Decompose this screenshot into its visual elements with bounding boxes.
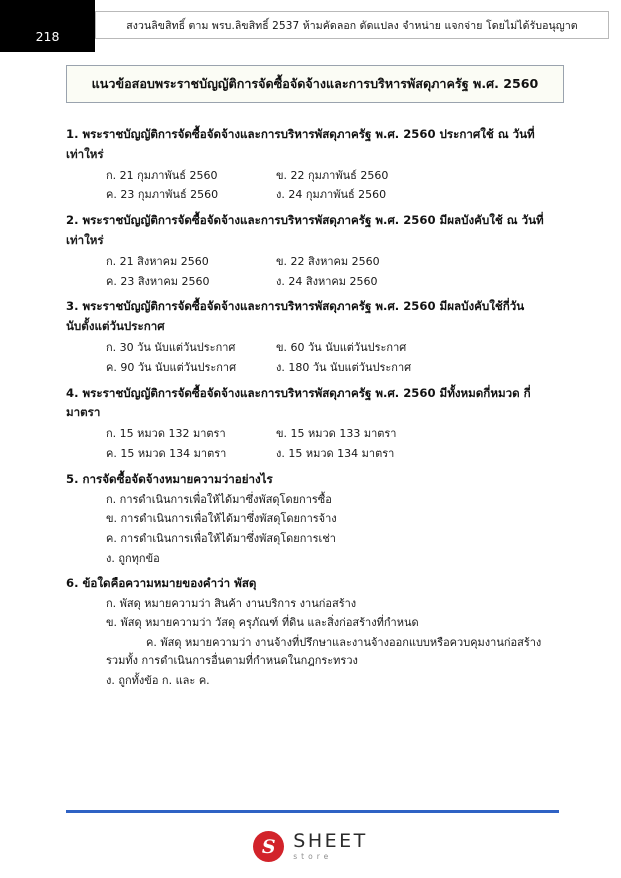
question-stem-continued: เท่าใหร่ [66,146,104,161]
question-block [66,297,559,376]
choice-option[interactable]: ก. 30 วัน นับแต่วันประกาศ [106,340,236,354]
choice-option[interactable]: ก. 15 หมวด 132 มาตรา [106,427,226,441]
logo-subtitle: store [293,852,333,862]
choice-option[interactable]: ก. พัสดุ หมายความว่า สินค้า งานบริการ งานก่อสร้าง [106,596,357,610]
question-stem: 2. พระราชบัญญัติการจัดซื้อจัดจ้างและการบริหารพัสดุภาครัฐ พ.ศ. 2560 มีผลบังคับใช้ ณ วันที่ [66,213,544,228]
choice-row [106,339,559,357]
choice-row [106,253,559,271]
choice-option[interactable]: ข. 15 หมวด 133 มาตรา [276,427,397,441]
choice-option[interactable]: ก. การดำเนินการเพื่อให้ได้มาซึ่งพัสดุโดยการซื้อ [106,492,332,506]
choice-option[interactable]: ค. 90 วัน นับแต่วันประกาศ [106,360,237,374]
choice-group [106,253,559,291]
question-stem: 5. การจัดซื้อจัดจ้างหมายความว่าอย่างไร [66,471,273,486]
choice-option[interactable]: ง. 15 หมวด 134 มาตรา [276,446,395,460]
choice-row [106,425,559,443]
choice-option[interactable]: ค. พัสดุ หมายความว่า งานจ้างที่ปรึกษาและงานจ้างออกแบบหรือควบคุมงานก่อสร้าง รวมทั้ง การดำเนินการอื่นตามที่กำหนดในกฎกระทรวง [106,636,542,667]
choice-option[interactable]: ง. 24 สิงหาคม 2560 [276,274,378,288]
choice-row [106,167,559,185]
question-block [66,125,559,204]
page-title: แนวข้อสอบพระราชบัญญัติการจัดซื้อจัดจ้างและการบริหารพัสดุภาครัฐ พ.ศ. 2560 [91,76,539,91]
copyright-bar [95,11,609,39]
exam-questions-body [66,125,559,690]
copyright-notice: สงวนลิขสิทธิ์ ตาม พรบ.ลิขสิทธิ์ 2537 ห้ามคัดลอก ดัดแปลง จำหน่าย แจกจ่าย โดยไม่ได้รับอนุญาต [126,19,578,32]
question-block [66,211,559,290]
page-number: 218 [35,29,60,44]
choice-group [106,167,559,205]
choice-group [106,595,559,690]
footer-divider [66,810,559,813]
logo-letter: S [261,835,276,858]
choice-row [106,359,559,377]
question-stem: 1. พระราชบัญญัติการจัดซื้อจัดจ้างและการบริหารพัสดุภาครัฐ พ.ศ. 2560 ประกาศใช้ ณ วันที่ [66,127,535,141]
choice-option[interactable]: ค. 23 สิงหาคม 2560 [106,274,210,288]
choice-option[interactable]: ค. 23 กุมภาพันธ์ 2560 [106,188,219,202]
choice-option[interactable]: ก. 21 กุมภาพันธ์ 2560 [106,168,218,182]
choice-row [106,445,559,463]
choice-group [106,425,559,463]
question-stem-continued: มาตรา [66,405,101,420]
question-stem: 4. พระราชบัญญัติการจัดซื้อจัดจ้างและการบริหารพัสดุภาครัฐ พ.ศ. 2560 มีทั้งหมดกี่หมวด กี่ [66,385,531,400]
choice-group [106,491,559,568]
question-stem: 6. ข้อใดคือความหมายของคำว่า พัสดุ [66,575,257,590]
question-block [66,574,559,690]
choice-option[interactable]: ข. การดำเนินการเพื่อให้ได้มาซึ่งพัสดุโดยการจ้าง [106,512,337,526]
choice-row [106,273,559,291]
choice-option[interactable]: ก. 21 สิงหาคม 2560 [106,254,209,268]
choice-option[interactable]: ง. ถูกทั้งข้อ ก. และ ค. [106,673,210,687]
question-stem: 3. พระราชบัญญัติการจัดซื้อจัดจ้างและการบริหารพัสดุภาครัฐ พ.ศ. 2560 มีผลบังคับใช้กี่วัน [66,299,525,314]
question-stem-continued: นับตั้งแต่วันประกาศ [66,319,165,334]
page-number-box [0,0,95,52]
question-stem-continued: เท่าใหร่ [66,232,104,247]
choice-option[interactable]: ง. ถูกทุกข้อ [106,551,160,565]
choice-option[interactable]: ข. พัสดุ หมายความว่า วัสดุ ครุภัณฑ์ ที่ดิน และสิ่งก่อสร้างที่กำหนด [106,616,419,630]
choice-option[interactable]: ค. การดำเนินการเพื่อให้ได้มาซึ่งพัสดุโดยการเช่า [106,532,336,546]
logo-name: SHEET [293,830,368,853]
question-block [66,384,559,463]
question-block [66,470,559,568]
brand-logo [0,831,621,862]
choice-option[interactable]: ง. 180 วัน นับแต่วันประกาศ [276,360,412,374]
page-header [0,0,621,52]
choice-option[interactable]: ง. 24 กุมภาพันธ์ 2560 [276,188,387,202]
choice-option[interactable]: ข. 22 สิงหาคม 2560 [276,254,380,268]
logo-text [293,832,367,861]
choice-row [106,186,559,204]
choice-option[interactable]: ข. 22 กุมภาพันธ์ 2560 [276,168,389,182]
choice-option[interactable]: ข. 60 วัน นับแต่วันประกาศ [276,340,407,354]
choice-option[interactable]: ค. 15 หมวด 134 มาตรา [106,446,227,460]
page-footer [0,810,621,862]
document-title-box [66,65,564,103]
choice-group [106,339,559,377]
logo-circle-icon [253,831,284,862]
